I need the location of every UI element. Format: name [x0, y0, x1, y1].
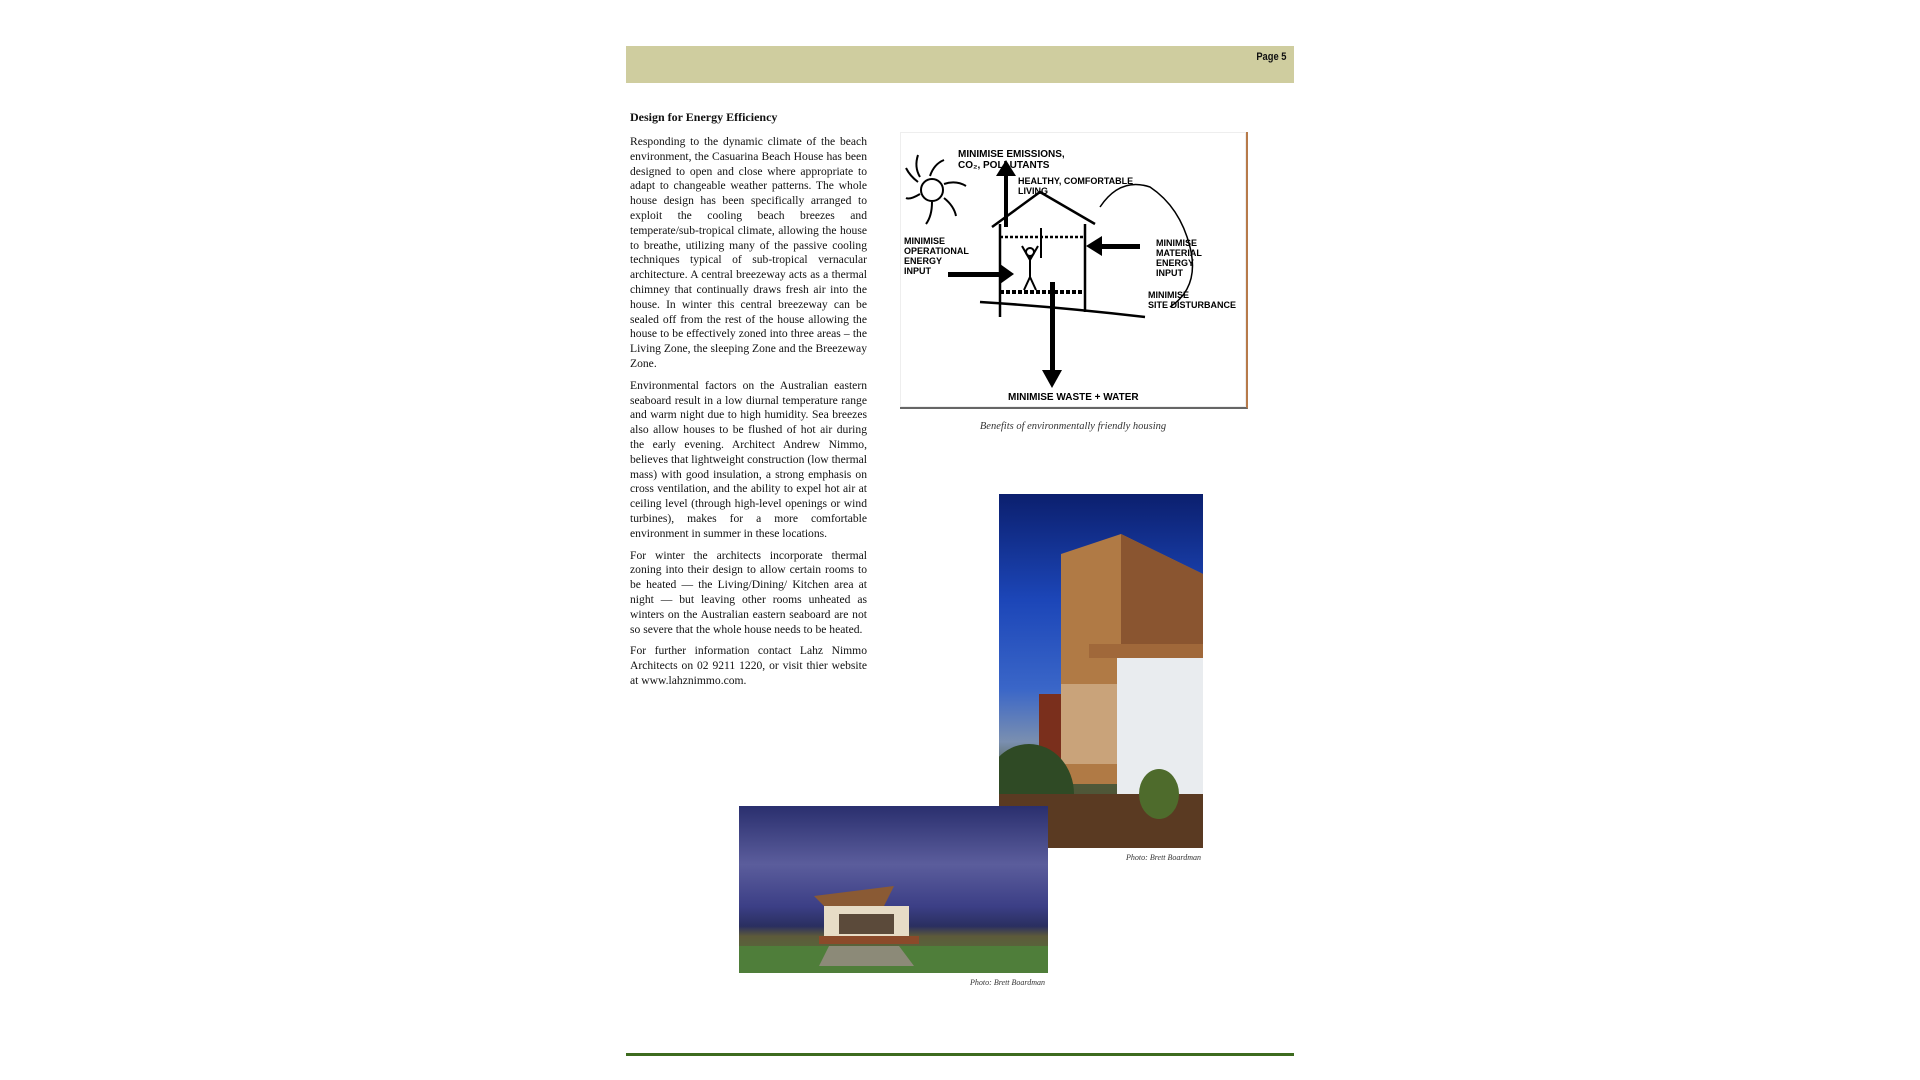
svg-text:INPUT: INPUT: [904, 266, 931, 276]
svg-text:MINIMISE: MINIMISE: [1156, 238, 1198, 248]
svg-text:INPUT: INPUT: [1156, 268, 1183, 278]
svg-text:ENERGY: ENERGY: [904, 256, 943, 266]
article-title: Design for Energy Efficiency: [630, 110, 778, 124]
svg-text:ENERGY: ENERGY: [1156, 258, 1195, 268]
house-facade-photo: [999, 494, 1203, 848]
svg-text:LIVING: LIVING: [1018, 186, 1049, 196]
sustainability-sketch: [900, 132, 1248, 409]
paragraph: For winter the architects incorporate thermal zoning into their design to allow certain rooms to be heated — the Living/Dining/ Kitchen area at night — but leaving other rooms unheated as winters on the Australian eastern seaboard are not so severe that the whole house needs to be heated.: [630, 548, 867, 636]
sun-icon: [906, 155, 966, 224]
svg-text:MATERIAL: MATERIAL: [1156, 248, 1202, 258]
paragraph: Environmental factors on the Australian eastern seaboard result in a low diurnal temperature range and warm night due to high humidity. Sea breezes also allow houses to be flushed of hot air during the early evening. Architect Andrew Nimmo, believes that lightweight construction (low thermal mass) with good insulation, a strong emphasis on cross ventilation, and the ability to expel hot air at ceiling level (through high-level openings or wind turbines), makes for a more comfortable environment in summer in these locations.: [630, 378, 867, 540]
house-landscape-photo: [739, 806, 1048, 973]
svg-text:MINIMISE WASTE + WATER: MINIMISE WASTE + WATER: [1008, 392, 1139, 403]
document-page: [626, 0, 1294, 1080]
svg-text:MINIMISE: MINIMISE: [904, 236, 946, 246]
paragraph: Responding to the dynamic climate of the beach environment, the Casuarina Beach House has been designed to open and close where appropriate to adapt to changeable weather patterns. The whole house design has been specifically arranged to exploit the cooling beach breezes and temperate/sub-tropical climate, allowing the house to breathe, utilizing many of the passive cooling techniques typical of sub-tropical vernacular architecture. A central breezeway acts as a thermal chimney that continually draws fresh air into the house. In winter this central breezeway can be sealed off from the rest of the house allowing the house to be effectively zoned into three areas – the Living Zone, the sleeping Zone and the Breezeway Zone.: [630, 135, 867, 370]
photo-credit-wide: Photo: Brett Boardman: [970, 978, 1045, 987]
svg-text:SITE DISTURBANCE: SITE DISTURBANCE: [1148, 300, 1237, 310]
header-band: [626, 46, 1294, 83]
page-number: Page 5: [1255, 51, 1286, 63]
photo-credit-tall: Photo: Brett Boardman: [1126, 853, 1201, 862]
sketch-caption: Benefits of environmentally friendly housing: [979, 421, 1167, 432]
footer-rule: [626, 1053, 1294, 1056]
article-body: [630, 135, 867, 696]
svg-text:CO₂, POLLUTANTS: CO₂, POLLUTANTS: [958, 160, 1050, 171]
svg-text:MINIMISE: MINIMISE: [1148, 290, 1190, 300]
svg-text:OPERATIONAL: OPERATIONAL: [904, 246, 969, 256]
sketch-label-top: MINIMISE EMISSIONS,: [958, 149, 1065, 160]
paragraph: For further information contact Lahz Nimmo Architects on 02 9211 1220, or visit thier website at www.lahznimmo.com.: [630, 644, 867, 687]
svg-text:HEALTHY, COMFORTABLE: HEALTHY, COMFORTABLE: [1018, 176, 1134, 186]
